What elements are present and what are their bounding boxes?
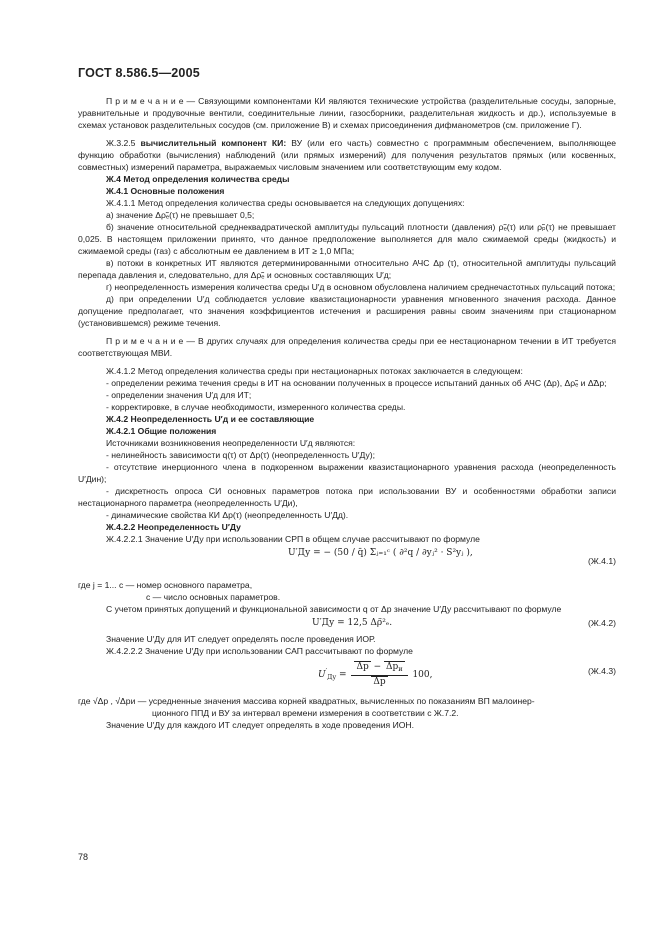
where-line: c — число основных параметров. — [146, 592, 281, 602]
document-body — [78, 95, 616, 731]
fraction: $\frac{\Delta p - \Delta p_и}{\Delta p}$ — [351, 661, 407, 688]
subsection-heading: Ж.4.2 Неопределенность U′д и ее составляющие — [106, 414, 315, 424]
item-b: б) значение относительной среднеквадратической амплитуды пульсаций плотности (давления) ρ̃ₑ(τ) или ρ̃ₚ(τ) не превышает 0,025. В настоящем приложении принято, что данное предположение выполняется для мало сжимаемой среды (жидкость) и сжимаемой среды (газ) с абсолютным ее давлением в ИТ ≥ 1,0 МПа; — [78, 222, 616, 256]
list-item: - отсутствие инерционного члена в подкоренном выражении квазистационарного уравнения расхода (неопределенность U′Дин); — [78, 462, 616, 484]
formula-expression: U′Ду = 12,5 Δρ̃²ₑ. — [312, 618, 393, 628]
clause-text: ВУ (или его часть) совместно с программным обеспечением, выполняющее функцию обработки (вычисления) наблюдений (или прямых измерений) для получения результатов прямых (или косвенных, совместных) измерений параметра, выражаемых числовым значением или соответствующим ему кодом. — [78, 138, 616, 172]
clause-number: Ж.3.2.5 — [106, 138, 136, 148]
note-paragraph-2: П р и м е ч а н и е — В других случаях для определения количества среды при ее нестационарном течении в ИТ требуется соответствующая МВИ. — [78, 336, 616, 358]
where-line: где j = 1... c — номер основного параметра, — [78, 580, 253, 590]
list-item: - определении режима течения среды в ИТ на основании полученных в процессе испытаний данных об АЧС (Δp), Δρ̃ₑ и Δ̃Δp; — [106, 378, 607, 388]
list-item: - определении значения U′д для ИТ; — [106, 390, 252, 400]
formula-number: (Ж.4.1) — [588, 556, 616, 566]
clause-z411: Ж.4.1.1 Метод определения количества среды основывается на следующих допущениях: — [106, 198, 465, 208]
formula-3 — [78, 657, 616, 695]
paragraph: Значение U′Ду для каждого ИТ следует определять в ходе проведения ИОН. — [106, 720, 415, 730]
condition-paragraph: С учетом принятых допущений и функциональной зависимости q от Δp значение U′Ду рассчитывают по формуле — [106, 604, 562, 614]
subsection-heading: Ж.4.1 Основные положения — [106, 186, 225, 196]
sources-intro: Источниками возникновения неопределенности U′д являются: — [106, 438, 356, 448]
list-item: - дискретность опроса СИ основных параметров потока при использовании ВУ и особенностями обработки записи нестационарного параметра (неопределенность U′Ди), — [78, 486, 616, 508]
clause-z4221: Ж.4.2.2.1 Значение U′Ду при использовании СРП в общем случае рассчитывают по формуле — [106, 534, 480, 544]
where-line: где √Δp , √Δpи — усредненные значения массива корней квадратных, вычисленных по показаниям ВП малоинер- — [78, 696, 535, 706]
formula-number: (Ж.4.2) — [588, 618, 616, 628]
paragraph: Значение U′Ду для ИТ следует определять после проведения ИОР. — [106, 634, 376, 644]
subsection-heading: Ж.4.2.2 Неопределенность U′Ду — [106, 522, 241, 532]
page-number: 78 — [78, 852, 89, 862]
item-a: а) значение Δρ̃ₑ(τ) не превышает 0,5; — [106, 210, 255, 220]
item-v: в) потоки в конкретных ИТ являются детерминированными относительно АЧС Δp (τ), относительной амплитуды пульсаций перепада давления и, следовательно, для Δρ̃ₑ и основных составляющих U′д; — [78, 258, 616, 280]
list-item: - динамические свойства КИ Δp(τ) (неопределенность U′Дд). — [106, 510, 349, 520]
clause-z4222: Ж.4.2.2.2 Значение U′Ду при использовании САП рассчитывают по формуле — [106, 646, 413, 656]
item-d: д) при определении U′д соблюдается условие квазистационарности уравнения мгновенного значения расхода. Данное допущение предполагает, что значения коэффициентов истечения и расширения равны своим значениям при стационарном (установившемся) режиме течения. — [78, 294, 616, 328]
formula-1 — [78, 545, 616, 579]
clause-z412: Ж.4.1.2 Метод определения количества среды при нестационарных потоках заключается в следующем: — [106, 366, 523, 376]
page-header: ГОСТ 8.586.5—2005 — [78, 66, 200, 80]
formula-expression: $U'_{Ду}$ = $\frac{\Delta p - \Delta p_и}{\Delta p}$ 100, — [318, 662, 433, 687]
section-heading: Ж.4 Метод определения количества среды — [106, 174, 290, 184]
subsection-heading: Ж.4.2.1 Общие положения — [106, 426, 217, 436]
list-item: - корректировке, в случае необходимости, измеренного количества среды. — [106, 402, 406, 412]
formula-2 — [78, 615, 616, 633]
note-paragraph: П р и м е ч а н и е — Связующими компонентами КИ являются технические устройства (разделительные сосуды, запорные, уравнительные и продувочные вентили, соединительные линии, газосборники, разделительная жидкость и др.), используемые в схемах установок разделительных сосудов (см. приложение В) и схемах присоединения дифманометров (см. приложение Г). — [78, 96, 616, 130]
list-item: - нелинейность зависимости q(τ) от Δp(τ) (неопределенность U′Ду); — [106, 450, 376, 460]
term: вычислительный компонент КИ: — [140, 138, 287, 148]
formula-expression: U′Ду = − (50 / q̄) Σⱼ₌₁ᶜ ( ∂²q / ∂yⱼ² · S²yⱼ ), — [288, 548, 473, 558]
where-line: ционного ППД и ВУ за интервал времени измерения в соответствии с Ж.7.2. — [152, 708, 459, 718]
item-g: г) неопределенность измерения количества среды U′д в основном обусловлена наличием среднечастотных пульсаций потока; — [106, 282, 616, 292]
clause-z325 — [78, 137, 616, 173]
formula-number: (Ж.4.3) — [588, 666, 616, 676]
